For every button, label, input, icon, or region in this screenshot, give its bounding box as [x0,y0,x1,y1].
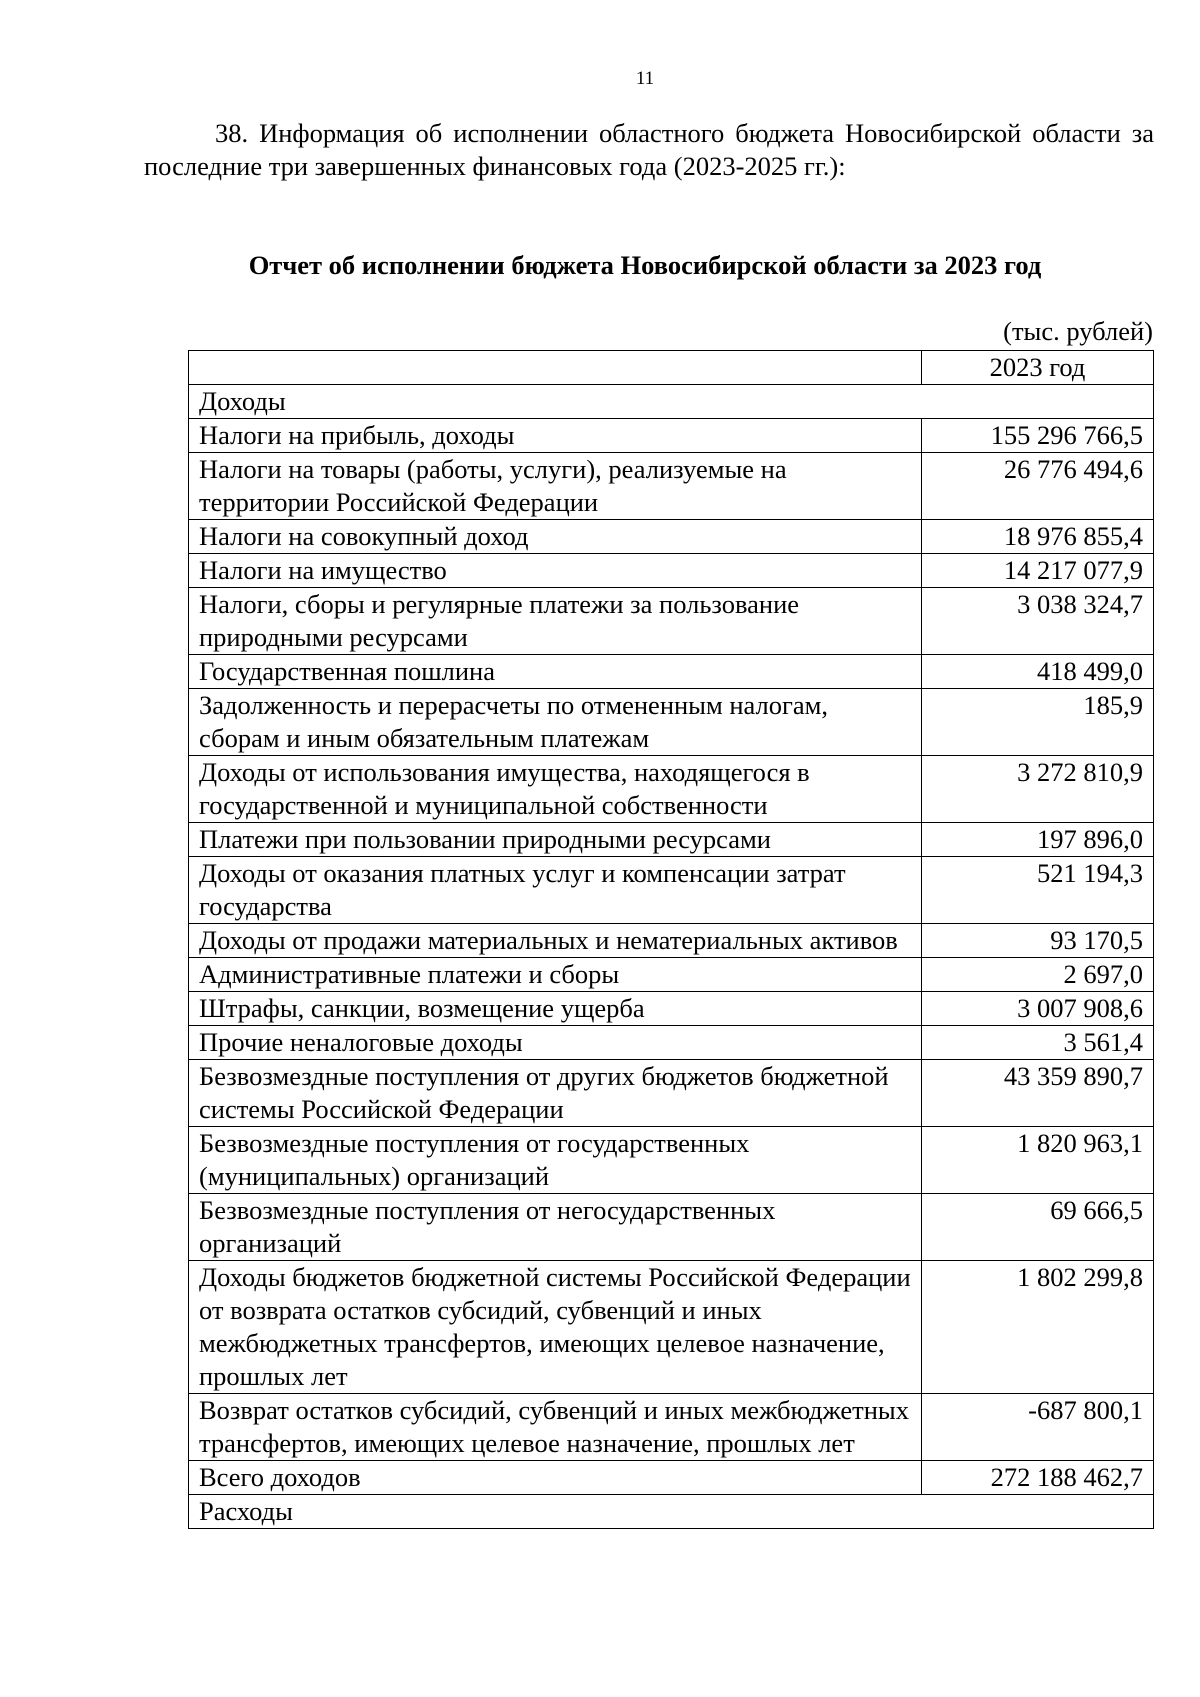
row-value: 155 296 766,5 [922,419,1154,453]
row-value: 1 802 299,8 [922,1261,1154,1394]
table-row [189,1194,1154,1261]
row-value: -687 800,1 [922,1394,1154,1461]
row-value: 521 194,3 [922,857,1154,924]
row-value: 185,9 [922,689,1154,756]
row-label: Безвозмездные поступления от других бюджетов бюджетной системы Российской Федерации [189,1060,922,1127]
table-row [189,453,1154,520]
table-row [189,554,1154,588]
table-row [189,588,1154,655]
income-section-label: Доходы [189,385,1154,419]
table-row [189,857,1154,924]
row-label: Прочие неналоговые доходы [189,1026,922,1060]
row-label: Налоги, сборы и регулярные платежи за пользование природными ресурсами [189,588,922,655]
units-label: (тыс. рублей) [1003,316,1153,346]
row-label: Платежи при пользовании природными ресурсами [189,823,922,857]
table-row [189,689,1154,756]
row-value: 1 820 963,1 [922,1127,1154,1194]
table-row [189,924,1154,958]
table-row [189,823,1154,857]
row-value: 197 896,0 [922,823,1154,857]
row-label: Налоги на товары (работы, услуги), реализуемые на территории Российской Федерации [189,453,922,520]
header-empty-cell [189,351,922,385]
table-row [189,419,1154,453]
table-row [189,1026,1154,1060]
row-label: Административные платежи и сборы [189,958,922,992]
row-label: Задолженность и перерасчеты по отмененным налогам, сборам и иным обязательным платежам [189,689,922,756]
table-row [189,1127,1154,1194]
row-value: 2 697,0 [922,958,1154,992]
table-row [189,756,1154,823]
row-label: Доходы от оказания платных услуг и компенсации затрат государства [189,857,922,924]
income-section-row [189,385,1154,419]
row-value: 14 217 077,9 [922,554,1154,588]
report-title: Отчет об исполнении бюджета Новосибирской области за 2023 год [248,250,1042,280]
table-row [189,520,1154,554]
table-header-row [189,351,1154,385]
row-label: Доходы бюджетов бюджетной системы Российской Федерации от возврата остатков субсидий, субвенций и иных межбюджетных трансфертов, имеющих целевое назначение, прошлых лет [189,1261,922,1394]
row-value: 26 776 494,6 [922,453,1154,520]
expense-section-label: Расходы [189,1495,1154,1529]
page-number: 11 [635,68,655,89]
row-value: 3 007 908,6 [922,992,1154,1026]
row-label: Всего доходов [189,1461,922,1495]
table-row [189,1394,1154,1461]
table-row [189,1461,1154,1495]
row-label: Безвозмездные поступления от государственных (муниципальных) организаций [189,1127,922,1194]
row-label: Безвозмездные поступления от негосударственных организаций [189,1194,922,1261]
row-value: 3 038 324,7 [922,588,1154,655]
row-label: Государственная пошлина [189,655,922,689]
row-value: 18 976 855,4 [922,520,1154,554]
budget-table [188,350,1154,1529]
row-value: 3 272 810,9 [922,756,1154,823]
intro-paragraph: 38. Информация об исполнении областного бюджета Новосибирской области за последние три завершенных финансовых года (2023-2025 гг.): [144,118,1154,181]
table-row [189,1060,1154,1127]
row-value: 69 666,5 [922,1194,1154,1261]
row-label: Штрафы, санкции, возмещение ущерба [189,992,922,1026]
row-value: 3 561,4 [922,1026,1154,1060]
row-label: Доходы от продажи материальных и нематериальных активов [189,924,922,958]
row-label: Налоги на имущество [189,554,922,588]
row-value: 93 170,5 [922,924,1154,958]
table-row [189,655,1154,689]
row-value: 418 499,0 [922,655,1154,689]
expense-section-row [189,1495,1154,1529]
year-header: 2023 год [922,351,1154,385]
row-label: Налоги на прибыль, доходы [189,419,922,453]
row-label: Налоги на совокупный доход [189,520,922,554]
row-value: 272 188 462,7 [922,1461,1154,1495]
row-label: Доходы от использования имущества, находящегося в государственной и муниципальной собственности [189,756,922,823]
table-row [189,992,1154,1026]
row-label: Возврат остатков субсидий, субвенций и иных межбюджетных трансфертов, имеющих целевое назначение, прошлых лет [189,1394,922,1461]
table-row [189,958,1154,992]
row-value: 43 359 890,7 [922,1060,1154,1127]
table-row [189,1261,1154,1394]
